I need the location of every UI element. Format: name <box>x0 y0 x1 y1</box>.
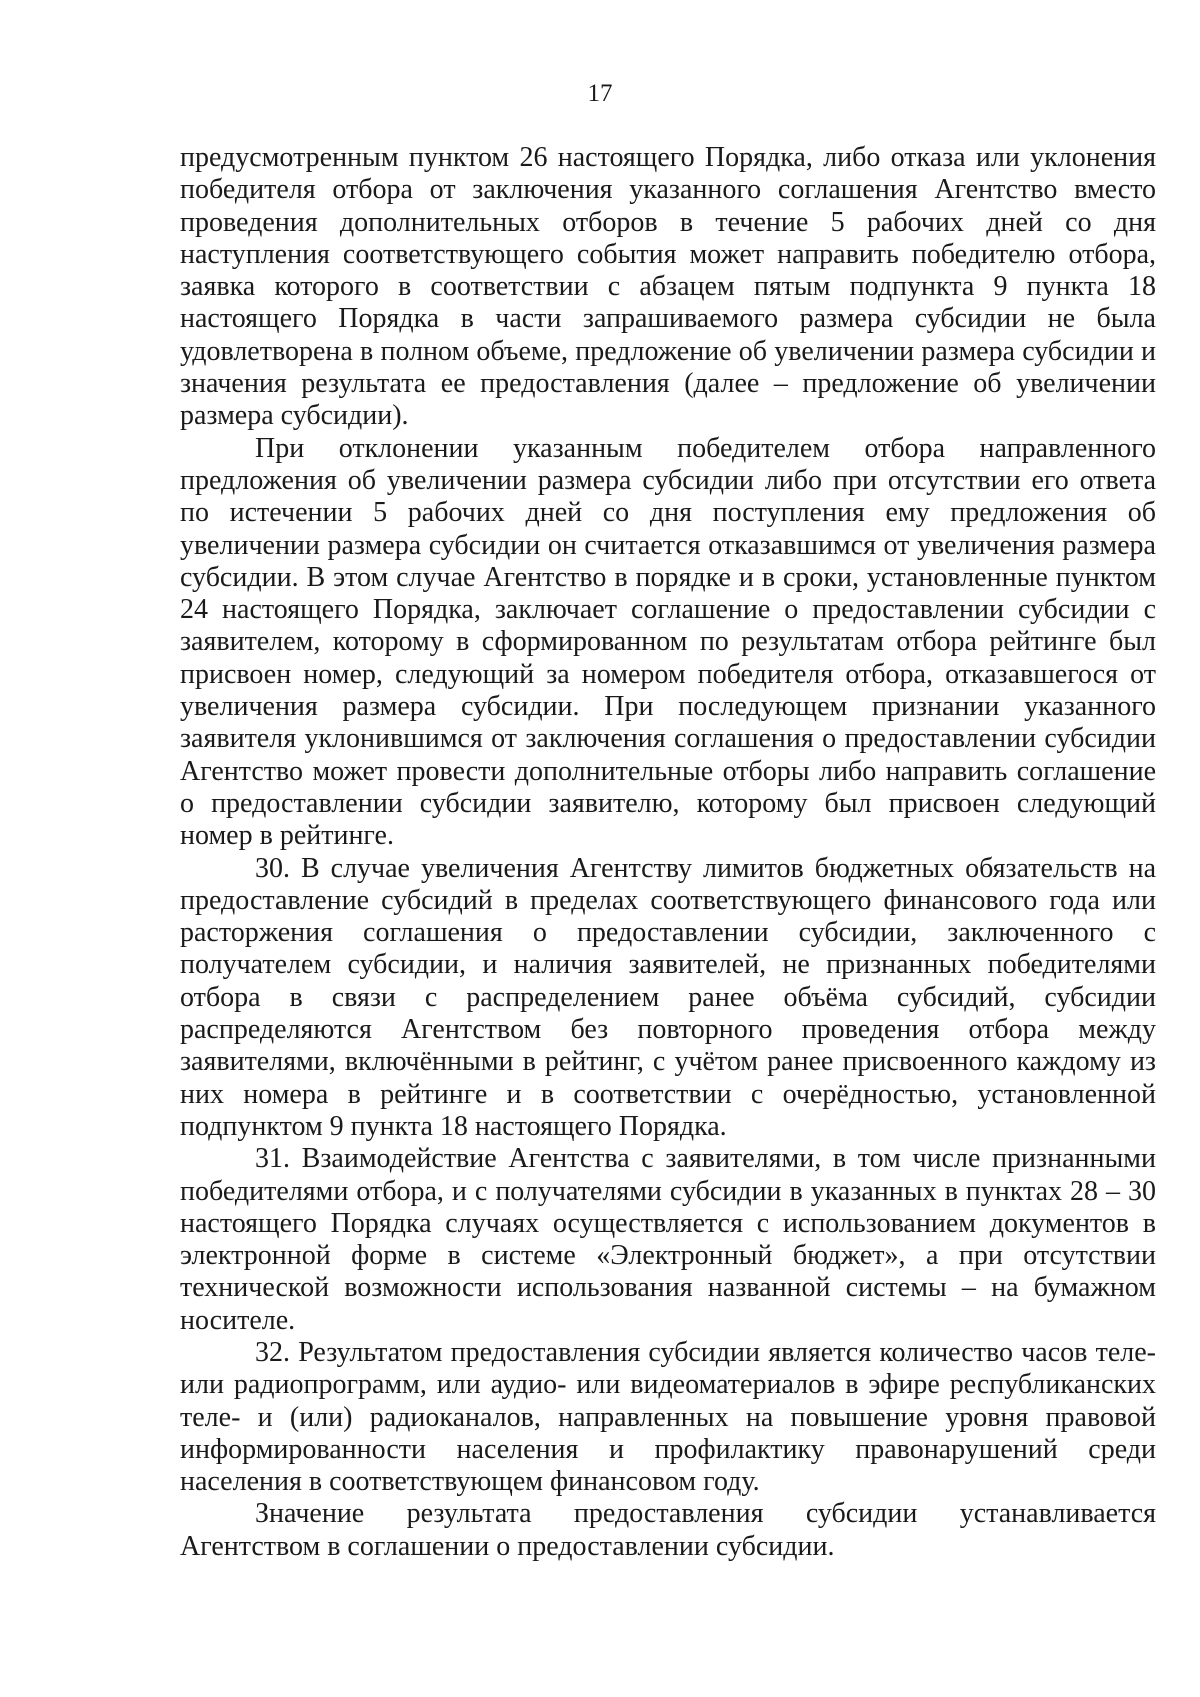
paragraph-clause-30: 30. В случае увеличения Агентству лимитов бюджетных обязательств на предоставление субсидий в пределах соответствующего финансового года или расторжения соглашения о предоставлении субсидии, заключенного с получателем субсидии, и наличия заявителей, не признанных победителями отбора в связи с распределением ранее объёма субсидий, субсидии распределяются Агентством без повторного проведения отбора между заявителями, включёнными в рейтинг, с учётом ранее присвоенного каждому из них номера в рейтинге и в соответствии с очерёдностью, установленной подпунктом 9 пункта 18 настоящего Порядка. <box>180 852 1156 1142</box>
paragraph-clause-32: 32. Результатом предоставления субсидии является количество часов теле- или радиопрограмм, или аудио- или видеоматериалов в эфире республиканских теле- и (или) радиоканалов, направленных на повышение уровня правовой информированности населения и профилактику правонарушений среди населения в соответствующем финансовом году. <box>180 1336 1156 1498</box>
paragraph-rejection: При отклонении указанным победителем отбора направленного предложения об увеличении размера субсидии либо при отсутствии его ответа по истечении 5 рабочих дней со дня поступления ему предложения об увеличении размера субсидии он считается отказавшимся от увеличения размера субсидии. В этом случае Агентство в порядке и в сроки, установленные пунктом 24 настоящего Порядка, заключает соглашение о предоставлении субсидии с заявителем, которому в сформированном по результатам отбора рейтинге был присвоен номер, следующий за номером победителя отбора, отказавшегося от увеличения размера субсидии. При последующем признании указанного заявителя уклонившимся от заключения соглашения о предоставлении субсидии Агентство может провести дополнительные отборы либо направить соглашение о предоставлении субсидии заявителю, которому был присвоен следующий номер в рейтинге. <box>180 432 1156 852</box>
page-number: 17 <box>587 80 613 107</box>
paragraph-clause-31: 31. Взаимодействие Агентства с заявителями, в том числе признанными победителями отбора, и с получателями субсидии в указанных в пунктах 28 – 30 настоящего Порядка случаях осуществляется с использованием документов в электронной форме в системе «Электронный бюджет», а при отсутствии технической возможности использования названной системы – на бумажном носителе. <box>180 1143 1156 1336</box>
paragraph-result-value: Значение результата предоставления субсидии устанавливается Агентством в соглашении о предоставлении субсидии. <box>180 1498 1156 1562</box>
paragraph-continuation: предусмотренным пунктом 26 настоящего Порядка, либо отказа или уклонения победителя отбора от заключения указанного соглашения Агентство вместо проведения дополнительных отборов в течение 5 рабочих дней со дня наступления соответствующего события может направить победителю отбора, заявка которого в соответствии с абзацем пятым подпункта 9 пункта 18 настоящего Порядка в части запрашиваемого размера субсидии не была удовлетворена в полном объеме, предложение об увеличении размера субсидии и значения результата ее предоставления (далее – предложение об увеличении размера субсидии). <box>180 142 1156 432</box>
document-body <box>180 142 1156 1563</box>
